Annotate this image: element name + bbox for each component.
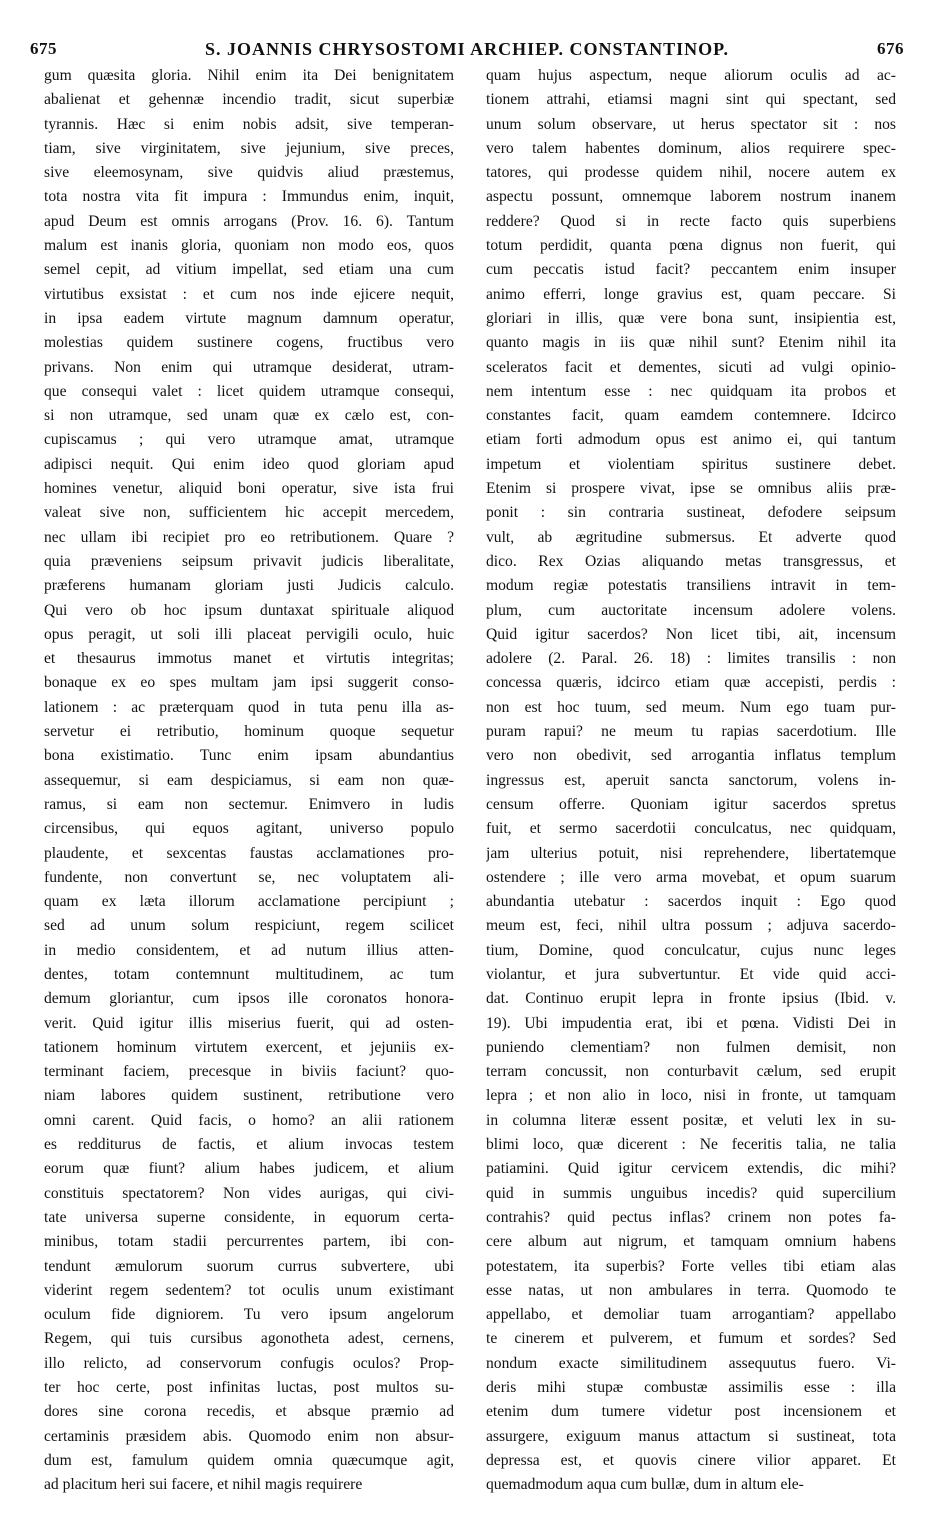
- text-line: terram concussit, non conturbavit cælum, sed erupit: [486, 1063, 896, 1081]
- text-line: sed ad unum solum respiciunt, regem scilicet: [44, 917, 454, 935]
- text-line: 19). Ubi impudentia erat, ibi et pœna. Vidisti Dei in: [486, 1014, 896, 1032]
- text-line: illo relicto, ad conservorum confugis oculos? Prop-: [44, 1354, 454, 1372]
- text-line: quanto magis in iis quæ nihil sunt? Etenim nihil ita: [486, 334, 896, 352]
- text-line: te cinerem et pulverem, et fumum et sordes? Sed: [486, 1330, 896, 1348]
- text-line: que consequi valet : licet quidem utramque consequi,: [44, 382, 454, 400]
- text-line: in medio considentem, et ad nutum illius atten-: [44, 941, 454, 959]
- text-line: quia præveniens seipsum privavit judicis liberalitate,: [44, 552, 454, 570]
- text-line: abalienat et gehennæ incendio tradit, sicut superbiæ: [44, 91, 454, 109]
- text-line: animo efferri, longe gravius est, quam peccare. Si: [486, 285, 896, 303]
- text-line: es redditurus de factis, et alium invocas testem: [44, 1136, 454, 1154]
- text-line: puram rapui? ne meum tu rapias sacerdotium. Ille: [486, 723, 896, 741]
- text-line: cere album aut nigrum, et tamquam omnium habens: [486, 1233, 896, 1251]
- text-line: minibus, totam stadii percurrentes partem, ibi con-: [44, 1233, 454, 1251]
- text-line: privans. Non enim qui utramque desiderat, utram-: [44, 358, 454, 376]
- right-column: [486, 64, 896, 1528]
- text-line: patiamini. Quid igitur cervicem extendis, dic mihi?: [486, 1160, 896, 1178]
- text-line: tyrannis. Hæc si enim nobis adsit, sive temperan-: [44, 115, 454, 133]
- text-line: ad placitum heri sui facere, et nihil magis requirere: [44, 1476, 363, 1494]
- text-line: adipisci nequit. Qui enim ideo quod gloriam apud: [44, 455, 454, 473]
- text-line: circensibus, qui equos agitant, universo populo: [44, 820, 454, 838]
- text-line: eorum quæ fiunt? alium habes judicem, et alium: [44, 1160, 454, 1178]
- text-line: quam hujus aspectum, neque aliorum oculis ad ac-: [486, 67, 896, 84]
- text-line: in ipsa eadem virtute magnum damnum operatur,: [44, 309, 454, 327]
- text-line: tate universa superne considente, in equorum certa-: [44, 1208, 454, 1226]
- text-line: certaminis præsidem abis. Quomodo enim non absur-: [44, 1427, 454, 1445]
- text-line: totum perdidit, quanta pœna dignus non fuerit, qui: [486, 237, 896, 255]
- text-line: meum est, feci, nihil ultra possum ; adjuva sacerdo-: [486, 917, 896, 935]
- text-line: nondum exacte similitudinem assequutus fuero. Vi-: [486, 1354, 896, 1372]
- text-line: deris mihi stupæ combustæ assimilis esse : illa: [486, 1379, 896, 1397]
- left-page-number: 675: [30, 39, 57, 58]
- text-line: gloriari in illis, quæ vere bona sunt, insipientia est,: [486, 309, 896, 327]
- text-line: censum offerre. Quoniam igitur sacerdos spretus: [486, 795, 896, 813]
- text-line: tionem attrahi, etiamsi magni sint qui spectant, sed: [486, 91, 896, 109]
- text-line: puniendo clementiam? non fulmen demisit, non: [486, 1038, 896, 1056]
- text-line: aspectu possunt, omnemque laborem nostrum inanem: [486, 188, 896, 206]
- text-line: modum regiæ potestatis transiliens intravit in tem-: [486, 577, 896, 595]
- text-line: fundente, non convertunt se, nec voluptatem ali-: [44, 868, 454, 886]
- text-line: assequemur, si eam despiciamus, si eam non quæ-: [44, 771, 454, 789]
- text-line: ramus, si eam non sectemur. Enimvero in ludis: [44, 795, 454, 813]
- text-line: quam ex læta illorum acclamatione percipiunt ;: [44, 893, 454, 911]
- text-line: contrahis? quid pectus inflas? crinem non potes fa-: [486, 1208, 896, 1226]
- text-line: tatores, qui prodesse quidem nihil, nocere autem ex: [486, 164, 896, 182]
- text-line: quemadmodum aqua cum bullæ, dum in altum ele-: [486, 1476, 804, 1494]
- text-line: si non utramque, sed unam quæ ex cælo est, con-: [44, 407, 454, 425]
- text-line: vero non obedivit, sed arrogantia inflatus templum: [486, 747, 896, 765]
- left-column: [44, 64, 454, 1528]
- text-line: omni carent. Quid facis, o homo? an alii rationem: [44, 1111, 454, 1129]
- text-line: semel cepit, ad vitium impellat, sed etiam una cum: [44, 261, 454, 279]
- text-line: plum, cum auctoritate incensum adolere volens.: [486, 601, 896, 619]
- text-line: constantes facit, quam eamdem contemnere. Idcirco: [486, 407, 896, 425]
- text-line: valeat sive non, sufficientem hic accepit mercedem,: [44, 504, 454, 522]
- text-line: fuit, et sermo sacerdotii conculcatus, nec quidquam,: [486, 820, 896, 838]
- text-line: etenim dum tumere videtur post incensionem et: [486, 1403, 896, 1421]
- text-line: dentes, totam contemnunt multitudinem, ac tum: [44, 965, 454, 983]
- text-line: niam labores quidem sustinent, retributione vero: [44, 1087, 454, 1105]
- text-line: adolere (2. Paral. 26. 18) : limites transilis : non: [486, 650, 896, 668]
- text-line: malum est inanis gloria, quoniam non modo eos, quos: [44, 237, 454, 255]
- text-line: homines venetur, aliquid boni operatur, sive ista frui: [44, 480, 454, 498]
- text-line: gum quæsita gloria. Nihil enim ita Dei benignitatem: [44, 67, 454, 84]
- text-line: ponit : sin contraria sustineat, defodere seipsum: [486, 504, 896, 522]
- text-line: bona existimatio. Tunc enim ipsam abundantius: [44, 747, 454, 765]
- text-line: concessa quæris, idcirco etiam quæ accepisti, perdis :: [486, 674, 896, 692]
- text-line: Etenim si prospere vivat, ipse se omnibus aliis præ-: [486, 480, 896, 498]
- text-line: impetum et violentiam spiritus sustinere debet.: [486, 455, 896, 473]
- text-line: sceleratos facit et dementes, sicuti ad vulgi opinio-: [486, 358, 896, 376]
- text-line: ter hoc certe, post infinitas luctas, post multos su-: [44, 1379, 454, 1397]
- text-line: constituis spectatorem? Non vides aurigas, qui civi-: [44, 1184, 454, 1202]
- text-line: plaudente, et sexcentas faustas acclamationes pro-: [44, 844, 454, 862]
- text-line: opus peragit, ut soli illi placeat pervigili oculo, huic: [44, 625, 454, 643]
- text-line: esse natas, ut non ambulares in terra. Quomodo te: [486, 1281, 896, 1299]
- text-line: præferens humanam gloriam justi Judicis calculo.: [44, 577, 454, 595]
- text-line: nem intentum esse : nec quidquam ita probos et: [486, 382, 896, 400]
- text-line: molestias quidem sustinere cogens, fructibus vero: [44, 334, 454, 352]
- text-line: terminant faciem, precesque in biviis faciunt? quo-: [44, 1063, 454, 1081]
- text-line: apud Deum est omnis arrogans (Prov. 16. 6). Tantum: [44, 212, 454, 230]
- text-line: cupiscamus ; qui vero utramque amat, utramque: [44, 431, 454, 449]
- text-line: Regem, qui tuis cursibus agonotheta adest, cernens,: [44, 1330, 454, 1348]
- text-line: abundantia utebatur : sacerdos inquit : Ego quod: [486, 893, 896, 911]
- text-columns: [44, 64, 896, 1528]
- text-line: tota nostra vita fit impura : Immundus enim, inquit,: [44, 188, 454, 206]
- text-line: lepra ; et non alio in loco, nisi in fronte, ut tamquam: [486, 1087, 896, 1105]
- text-line: in columna literæ essent positæ, et veluti lex in su-: [486, 1111, 896, 1129]
- text-line: dico. Rex Ozias aliquando metas transgressus, et: [486, 552, 896, 570]
- text-line: tium, Domine, quod conculcatur, cujus nunc leges: [486, 941, 896, 959]
- text-line: tiam, sive virginitatem, sive jejunium, sive preces,: [44, 139, 454, 157]
- text-line: dat. Continuo erupit lepra in fronte ipsius (Ibid. v.: [486, 990, 896, 1008]
- text-line: sive eleemosynam, sive quidvis aliud præstemus,: [44, 164, 454, 182]
- text-line: lationem : ac præterquam quod in tuta penu illa as-: [44, 698, 454, 716]
- text-line: Qui vero ob hoc ipsum duntaxat spirituale aliquod: [44, 601, 454, 619]
- text-line: violantur, et jura subvertuntur. Et vide quid acci-: [486, 965, 896, 983]
- text-line: vero talem habentes dominum, alios requirere spec-: [486, 139, 896, 157]
- text-line: appellabo, et demoliar tuam arrogantiam? appellabo: [486, 1306, 896, 1324]
- text-line: tendunt æmulorum suorum currus subvertere, ubi: [44, 1257, 454, 1275]
- text-line: depressa est, et quovis cinere vilior apparet. Et: [486, 1451, 896, 1469]
- text-line: jam ulterius potuit, nisi reprehendere, libertatemque: [486, 844, 896, 862]
- text-line: viderint regem sedentem? tot oculis unum existimant: [44, 1281, 454, 1299]
- text-line: nec ullam ibi recipiet pro eo retributionem. Quare ?: [44, 528, 454, 546]
- text-line: dum est, famulum quidem omnia quæcumque agit,: [44, 1451, 454, 1469]
- text-line: et thesaurus immotus manet et virtutis integritas;: [44, 650, 454, 668]
- text-line: reddere? Quod si in recte facto quis superbiens: [486, 212, 896, 230]
- text-line: virtutibus exsistat : et cum nos inde ejicere nequit,: [44, 285, 454, 303]
- text-line: dores sine corona recedis, et absque præmio ad: [44, 1403, 454, 1421]
- running-header: [30, 36, 904, 62]
- text-line: blimi loco, quæ dicerent : Ne feceritis talia, ne talia: [486, 1136, 896, 1154]
- text-line: potestatem, ita superbis? Forte velles tibi etiam alas: [486, 1257, 896, 1275]
- text-line: etiam forti admodum opus est animo ei, qui tantum: [486, 431, 896, 449]
- text-line: non est hoc tuum, sed meum. Num ego tuam pur-: [486, 698, 896, 716]
- text-line: demum gloriantur, cum ipsos ille coronatos honora-: [44, 990, 454, 1008]
- text-line: vult, ab ægritudine submersus. Et adverte quod: [486, 528, 896, 546]
- running-title: S. JOANNIS CHRYSOSTOMI ARCHIEP. CONSTANTINOP.: [205, 38, 729, 59]
- text-line: unum solum observare, ut herus spectator sit : nos: [486, 115, 896, 133]
- text-line: quid in summis unguibus incedis? quid supercilium: [486, 1184, 896, 1202]
- text-line: ingressus est, aperuit sancta sanctorum, volens in-: [486, 771, 896, 789]
- right-page-number: 676: [876, 39, 904, 58]
- text-line: verit. Quid igitur illis miserius fuerit, qui ad osten-: [44, 1014, 454, 1032]
- text-line: cum peccatis istud facit? peccantem enim insuper: [486, 261, 896, 279]
- text-line: ostendere ; ille vero arma movebat, et opum suarum: [486, 868, 896, 886]
- text-line: Quid igitur sacerdos? Non licet tibi, ait, incensum: [486, 625, 896, 643]
- text-line: servetur ei retributio, hominum quoque sequetur: [44, 723, 454, 741]
- text-line: bonaque ex eo spes multam jam ipsi suggerit conso-: [44, 674, 454, 692]
- text-line: oculum fide digniorem. Tu vero ipsum angelorum: [44, 1306, 454, 1324]
- text-line: tationem hominum virtutem exercent, et jejuniis ex-: [44, 1038, 454, 1056]
- text-line: assurgere, exiguum manus attactum si sustineat, tota: [486, 1427, 896, 1445]
